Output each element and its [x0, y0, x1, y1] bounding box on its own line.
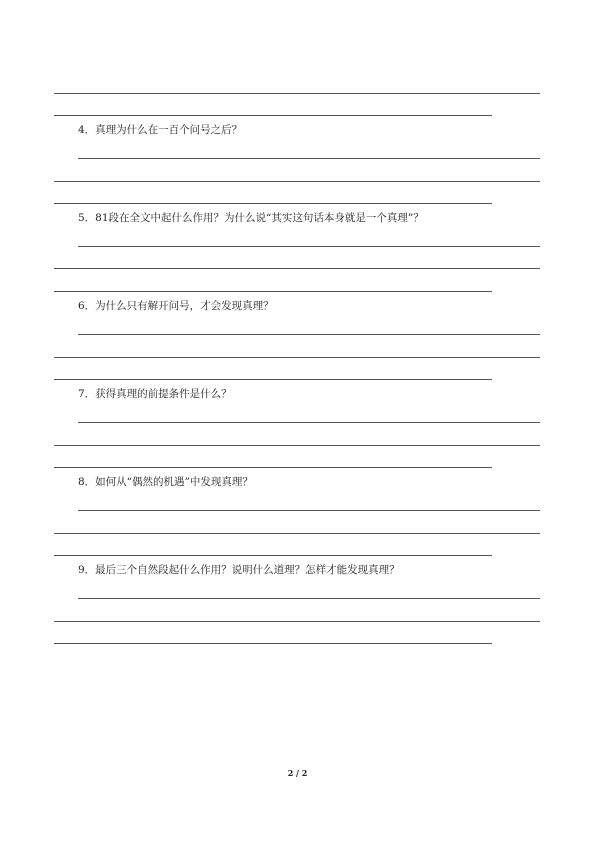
question-9: 9．最后三个自然段起什么作用？说明什么道理？怎样才能发现真理？: [78, 564, 400, 576]
answer-line[interactable]: [54, 357, 540, 358]
answer-line[interactable]: [78, 422, 540, 423]
answer-line[interactable]: [54, 467, 492, 468]
answer-line[interactable]: [54, 621, 540, 622]
answer-line[interactable]: [54, 115, 492, 116]
answer-line[interactable]: [54, 181, 540, 182]
answer-line[interactable]: [78, 510, 540, 511]
answer-line[interactable]: [54, 445, 540, 446]
answer-line[interactable]: [78, 598, 540, 599]
answer-line[interactable]: [78, 246, 540, 247]
answer-line[interactable]: [54, 533, 540, 534]
answer-line[interactable]: [78, 334, 540, 335]
question-4: 4．真理为什么在一百个问号之后？: [78, 124, 243, 136]
answer-line[interactable]: [54, 93, 540, 94]
answer-line[interactable]: [54, 379, 492, 380]
page-number: 2 / 2: [287, 768, 308, 778]
answer-line[interactable]: [54, 555, 492, 556]
answer-line[interactable]: [78, 158, 540, 159]
answer-line[interactable]: [54, 268, 540, 269]
question-7: 7．获得真理的前提条件是什么？: [78, 388, 232, 400]
question-6: 6．为什么只有解开问号，才会发现真理？: [78, 300, 274, 312]
answer-line[interactable]: [54, 643, 492, 644]
question-8: 8．如何从“偶然的机遇”中发现真理？: [78, 476, 253, 488]
answer-line[interactable]: [54, 203, 492, 204]
question-5: 5．81段在全文中起什么作用？为什么说“其实这句话本身就是一个真理”？: [78, 212, 424, 224]
answer-line[interactable]: [54, 291, 492, 292]
